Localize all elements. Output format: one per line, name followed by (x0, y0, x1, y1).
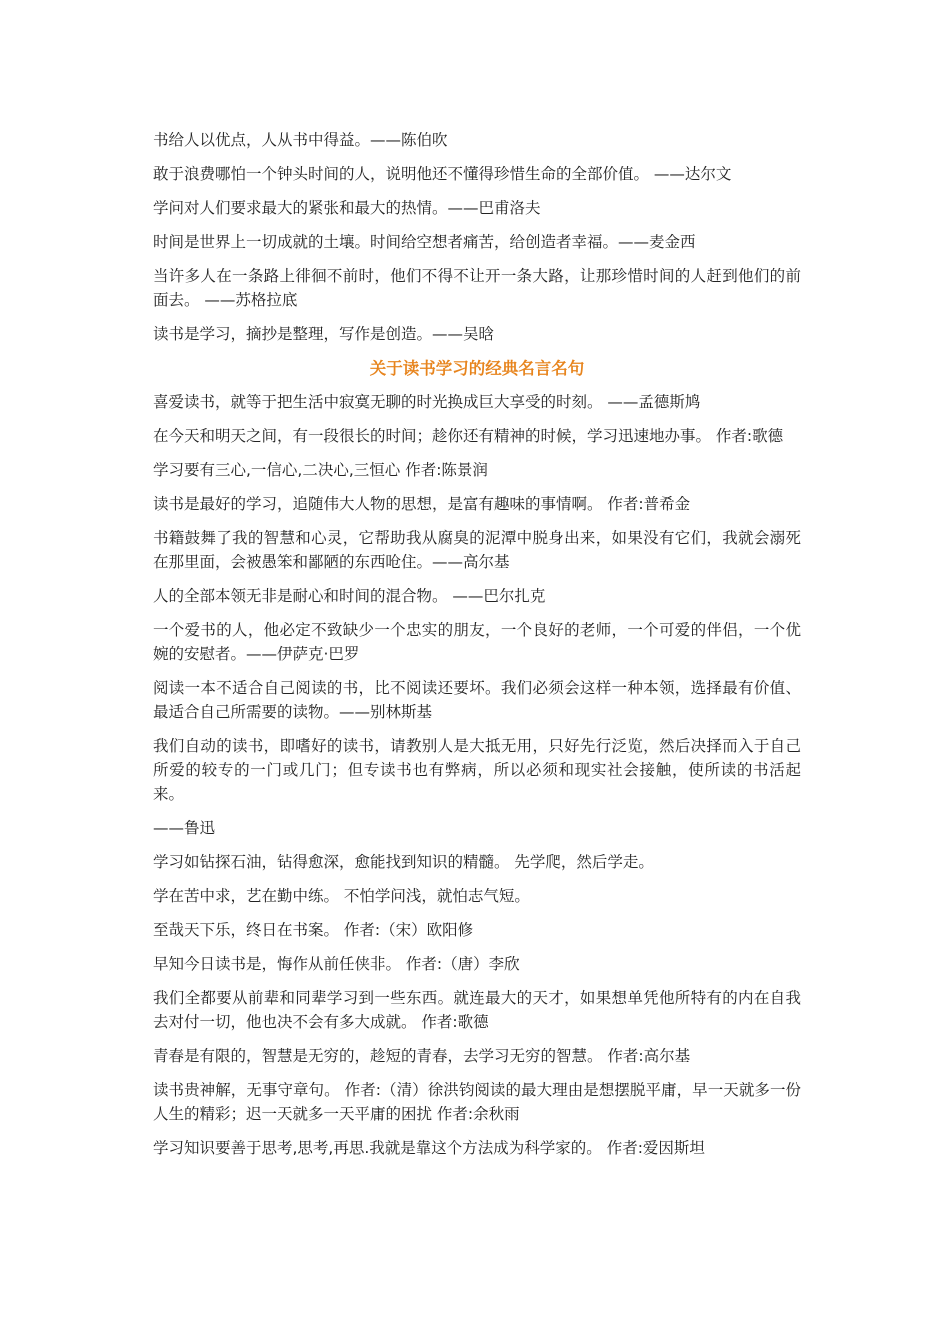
quote-paragraph: 学习知识要善于思考,思考,再思.我就是靠这个方法成为科学家的。 作者:爱因斯坦 (153, 1139, 705, 1157)
section-heading: 关于读书学习的经典名言名句 (369, 359, 585, 378)
quote-paragraph: 阅读一本不适合自己阅读的书，比不阅读还要坏。我们必须会这样一种本领，选择最有价值、最适合自己所需要的读物。——别林斯基 (153, 679, 801, 721)
quote-paragraph: 学习如钻探石油，钻得愈深，愈能找到知识的精髓。 先学爬，然后学走。 (153, 853, 654, 871)
quote-paragraph: 喜爱读书，就等于把生活中寂寞无聊的时光换成巨大享受的时刻。 ——孟德斯鸠 (153, 393, 701, 411)
quote-paragraph: 青春是有限的，智慧是无穷的，趁短的青春，去学习无穷的智慧。 作者:高尔基 (153, 1047, 691, 1065)
quote-paragraph: 读书是学习，摘抄是整理，写作是创造。——吴晗 (153, 325, 495, 343)
quote-paragraph: 学问对人们要求最大的紧张和最大的热情。——巴甫洛夫 (153, 199, 541, 217)
quote-paragraph: 早知今日读书是，悔作从前任侠非。 作者:（唐）李欣 (153, 955, 520, 973)
quote-paragraph: 学在苦中求，艺在勤中练。 不怕学问浅，就怕志气短。 (153, 887, 530, 905)
quote-paragraph: 人的全部本领无非是耐心和时间的混合物。 ——巴尔扎克 (153, 587, 546, 605)
quote-paragraph: 当许多人在一条路上徘徊不前时，他们不得不让开一条大路，让那珍惜时间的人赶到他们的前面去。 ——苏格拉底 (153, 267, 801, 309)
quote-paragraph: 我们自动的读书，即嗜好的读书，请教别人是大抵无用，只好先行泛览，然后决择而入于自己所爱的较专的一门或几门；但专读书也有弊病，所以必须和现实社会接触，使所读的书活起来。 (153, 737, 801, 803)
quote-paragraph: 学习要有三心,一信心,二决心,三恒心 作者:陈景润 (153, 461, 488, 479)
quote-paragraph: 敢于浪费哪怕一个钟头时间的人，说明他还不懂得珍惜生命的全部价值。 ——达尔文 (153, 165, 732, 183)
quote-paragraph: 我们全都要从前辈和同辈学习到一些东西。就连最大的天才，如果想单凭他所特有的内在自我去对付一切，他也决不会有多大成就。 作者:歌德 (153, 989, 801, 1031)
quote-paragraph: 读书贵神解，无事守章句。 作者:（清）徐洪钧阅读的最大理由是想摆脱平庸，早一天就多一份人生的精彩；迟一天就多一天平庸的困扰 作者:余秋雨 (153, 1081, 801, 1123)
quote-paragraph: 书籍鼓舞了我的智慧和心灵，它帮助我从腐臭的泥潭中脱身出来，如果没有它们，我就会溺死在那里面，会被愚笨和鄙陋的东西呛住。——高尔基 (153, 529, 801, 571)
quote-paragraph: 读书是最好的学习，追随伟大人物的思想，是富有趣味的事情啊。 作者:普希金 (153, 495, 691, 513)
quote-paragraph: 至哉天下乐，终日在书案。 作者:（宋）欧阳修 (153, 921, 474, 939)
quote-paragraph: 书给人以优点，人从书中得益。——陈伯吹 (153, 131, 448, 149)
quote-paragraph: 时间是世界上一切成就的土壤。时间给空想者痛苦，给创造者幸福。——麦金西 (153, 233, 696, 251)
quote-attribution: ——鲁迅 (153, 819, 216, 837)
quote-paragraph: 一个爱书的人，他必定不致缺少一个忠实的朋友，一个良好的老师，一个可爱的伴侣，一个优婉的安慰者。——伊萨克·巴罗 (153, 621, 801, 663)
document-body (153, 128, 801, 1170)
quote-paragraph: 在今天和明天之间，有一段很长的时间；趁你还有精神的时候，学习迅速地办事。 作者:歌德 (153, 427, 784, 445)
